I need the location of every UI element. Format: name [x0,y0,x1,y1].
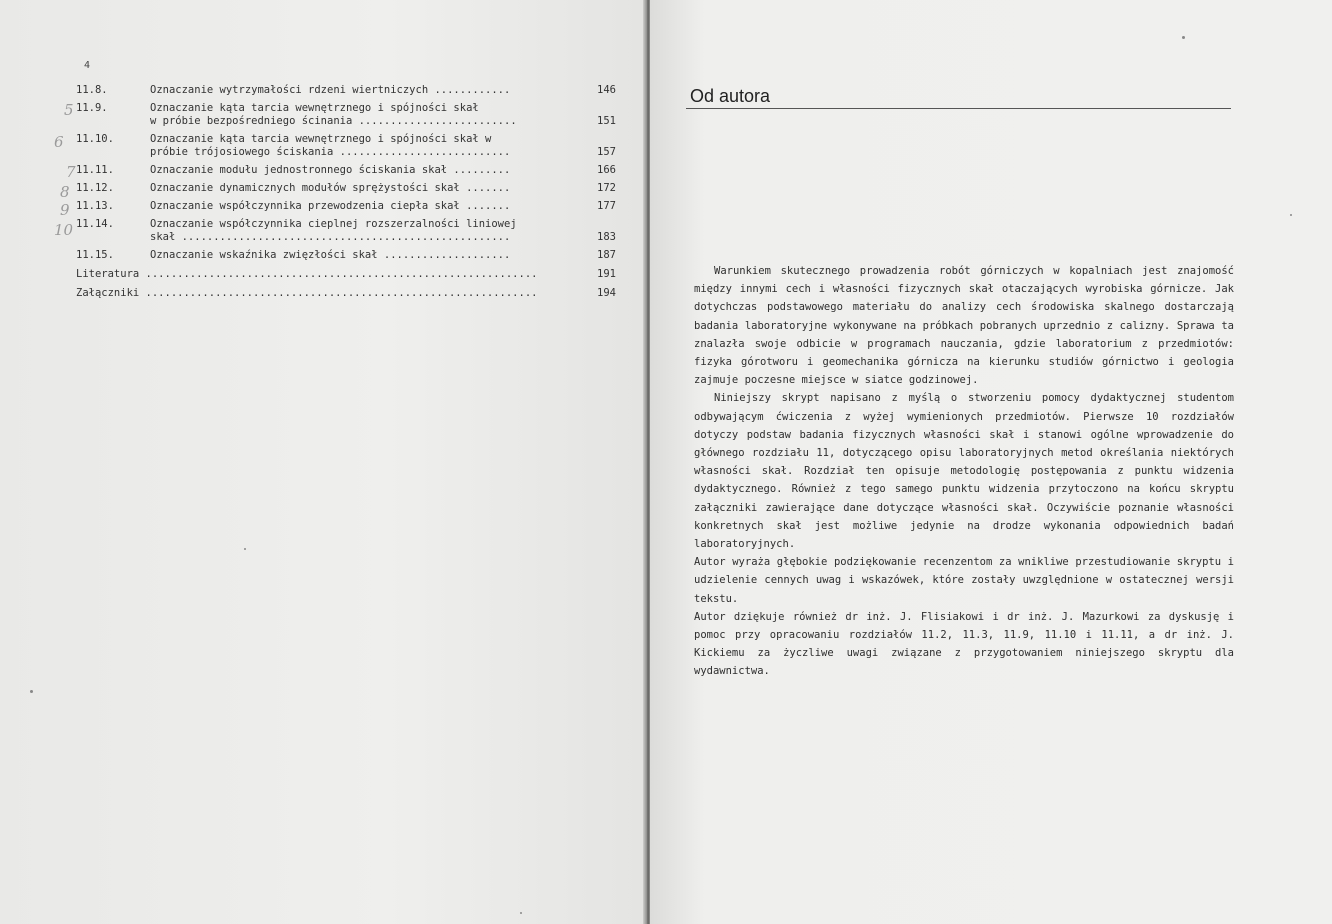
page-number: 4 [84,60,91,71]
toc-entry-page: 183 [597,231,616,243]
toc-entry-page: 166 [597,164,616,176]
handwritten-margin-mark: 7 [66,163,76,181]
preface-text [694,262,1234,681]
toc-entry-title: Oznaczanie kąta tarcia wewnętrznego i spójności skał w próbie trójosiowego ściskania ........................... [150,133,511,158]
paragraph: Autor wyraża głębokie podziękowanie recenzentom za wnikliwe przestudiowanie skryptu i udzielenie cennych uwag i wskazówek, które zostały uwzględnione w ostatecznej wersji tekstu. [694,556,1234,605]
toc-entry-page: 157 [597,146,616,158]
toc-entry-literature [76,268,616,281]
toc-entry-page: 146 [597,84,616,96]
paragraph: Niniejszy skrypt napisano z myślą o stworzeniu pomocy dydaktycznej studentom odbywającym ćwiczenia z wyżej wymienionych przedmiotów. Pierwsze 10 rozdziałów dotyczy podstaw badania fizycznych własności skał i stanowi ogólne wprowadzenie do głównego rozdziału 11, dotyczącego opisu laboratoryjnych metod określania niektórych własności skał. Rozdział ten opisuje metodologię postępowania z punktu widzenia dydaktycznego. Również z tego samego punktu widzenia przytoczono na końcu skryptu załączniki zawierające dane dotyczące własności skał. Oczywiście poznanie własności konkretnych skał jest możliwe jedynie na drodze wykonania odpowiednich badań laboratoryjnych. [694,392,1234,551]
toc-entry-page: 187 [597,249,616,261]
toc-entry-appendices [76,287,616,300]
left-page [0,0,646,924]
toc-entry-number: 11.11. [76,164,114,176]
toc-entry-page: 191 [597,268,616,280]
toc-entry-title: Oznaczanie kąta tarcia wewnętrznego i spójności skał w próbie bezpośredniego ścinania ......................... [150,102,517,127]
toc-entry [76,182,616,195]
toc-entry-number: 11.13. [76,200,114,212]
toc-entry [76,102,616,128]
heading-underline [686,108,1231,109]
page-title: Od autora [690,86,771,106]
scan-speck [520,912,522,914]
handwritten-margin-mark: 9 [60,201,70,219]
paragraph: Warunkiem skutecznego prowadzenia robót górniczych w kopalniach jest znajomość między innymi cech i własności fizycznych skał otaczających wyrobiska górnicze. Jak dotychczas podstawowego materiału do analizy cech środowiska skalnego dostarczają badania laboratoryjne wykonywane na próbkach pobranych uprzednio z calizny. Sprawa ta znalazła swoje odbicie w programach nauczania, gdzie laboratorium z przedmiotów: fizyka górotworu i geomechanika górnicza na kierunku studiów górnictwo i geologia zajmuje poczesne miejsce w siatce godzinowej. [694,265,1234,387]
paragraph: Autor dziękuje również dr inż. J. Flisiakowi i dr inż. J. Mazurkowi za dyskusję i pomoc przy opracowaniu rozdziałów 11.2, 11.3, 11.9, 11.10 i 11.11, a dr inż. J. Kickiemu za życzliwe uwagi związane z przygotowaniem niniejszego skryptu dla wydawnictwa. [694,610,1234,678]
scan-speck [1182,36,1185,39]
toc-entry-number: 11.9. [76,102,108,114]
toc-entry [76,200,616,213]
table-of-contents [76,84,616,305]
toc-entry [76,164,616,177]
toc-entry-title: Oznaczanie modułu jednostronnego ściskania skał ......... [150,164,511,176]
toc-entry-page: 172 [597,182,616,194]
toc-entry-number: 11.8. [76,84,108,96]
scan-speck [30,690,33,693]
toc-entry [76,249,616,262]
handwritten-margin-mark: 8 [60,183,70,201]
toc-entry-number: 11.10. [76,133,114,145]
scan-speck [1290,214,1292,216]
toc-entry-title: Oznaczanie wskaźnika zwięzłości skał .................... [150,249,511,261]
toc-entry [76,218,616,244]
toc-entry-title: Oznaczanie współczynnika przewodzenia ciepła skał ....... [150,200,511,212]
toc-entry-title: Oznaczanie wytrzymałości rdzeni wiertniczych ............ [150,84,511,96]
toc-entry-page: 194 [597,287,616,299]
toc-entry-title: Literatura .............................................................. [76,268,538,280]
toc-entry-page: 177 [597,200,616,212]
toc-entry-number: 11.12. [76,182,114,194]
toc-entry [76,84,616,97]
scan-speck [244,548,246,550]
toc-entry-number: 11.14. [76,218,114,230]
toc-entry-title: Załączniki .............................................................. [76,287,538,299]
handwritten-margin-mark: 10 [54,221,74,239]
handwritten-margin-mark: 5 [64,101,74,119]
toc-entry-title: Oznaczanie dynamicznych modułów sprężystości skał ....... [150,182,511,194]
toc-entry-title: Oznaczanie współczynnika cieplnej rozszerzalności liniowej skał .................................................... [150,218,517,243]
toc-entry-number: 11.15. [76,249,114,261]
toc-entry [76,133,616,159]
handwritten-margin-mark: 6 [54,133,64,151]
toc-entry-page: 151 [597,115,616,127]
